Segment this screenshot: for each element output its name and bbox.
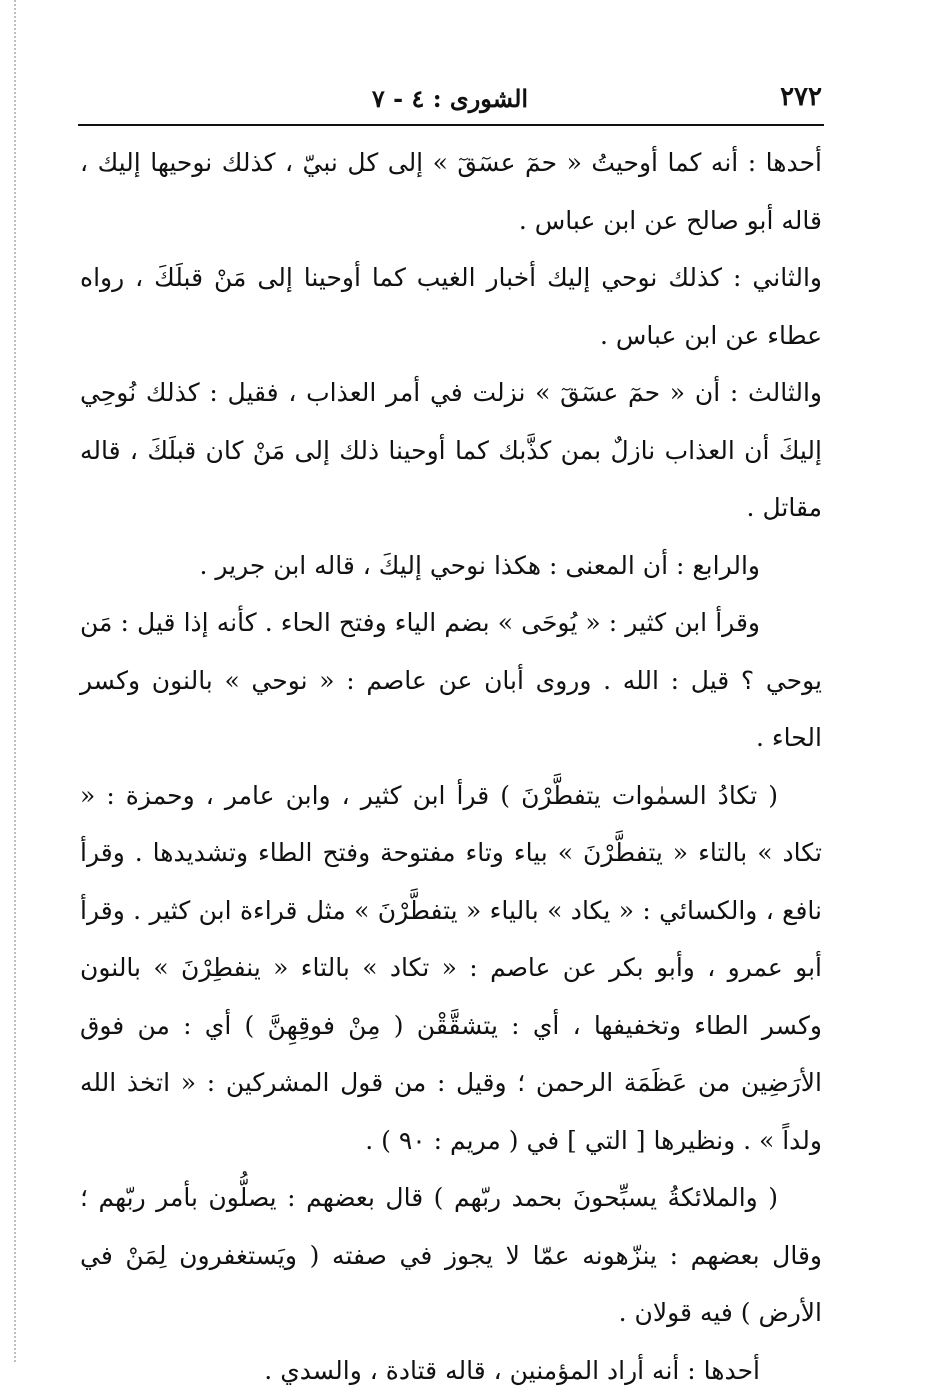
- paragraph: والثالث : أن « حمٓ عسٓقٓ » نزلت في أمر العذاب ، فقيل : كذلك نُوحِي إليكَ أن العذاب نازلٌ بمن كذَّبك كما أوحينا ذلك إلى مَنْ كان قبلَكَ ، قاله مقاتل .: [80, 364, 822, 537]
- paragraph: وقرأ ابن كثير : « يُوحَى » بضم الياء وفتح الحاء . كأنه إذا قيل : مَن يوحي ؟ قيل : الله . وروى أبان عن عاصم : « نوحي » بالنون وكسر الحاء .: [80, 594, 822, 767]
- running-title: الشورى : ٤ - ٧: [78, 84, 822, 113]
- paragraph: والرابع : أن المعنى : هكذا نوحي إليكَ ، قاله ابن جرير .: [80, 537, 822, 595]
- page-number: ٢٧٢: [780, 82, 822, 112]
- page-header: [78, 82, 822, 122]
- paragraph: أحدها : أنه أراد المؤمنين ، قاله قتادة ، والسدي .: [80, 1342, 822, 1399]
- paragraph: ( والملائكةُ يسبِّحونَ بحمد ربّهم ) قال بعضهم : يصلُّون بأمر ربّهم ؛ وقال بعضهم : ينزّهونه عمّا لا يجوز في صفته ( ويَستغفرون لِمَنْ في الأرض ) فيه قولان .: [80, 1169, 822, 1342]
- header-rule: [78, 124, 824, 126]
- scan-edge-dots: [14, 0, 16, 1362]
- paragraph: والثاني : كذلك نوحي إليك أخبار الغيب كما أوحينا إلى مَنْ قبلَكَ ، رواه عطاء عن ابن عباس .: [80, 249, 822, 364]
- paragraph: ( تكادُ السمٰوات يتفطَّرْنَ ) قرأ ابن كثير ، وابن عامر ، وحمزة : « تكاد » بالتاء « يتفطَّرْنَ » بياء وتاء مفتوحة وفتح الطاء وتشديدها . وقرأ نافع ، والكسائي : « يكاد » بالياء « يتفطَّرْنَ » مثل قراءة ابن كثير . وقرأ أبو عمرو ، وأبو بكر عن عاصم : « تكاد » بالتاء « ينفطِرْنَ » بالنون وكسر الطاء وتخفيفها ، أي : يتشقَّقْن ( مِنْ فوقِهِنَّ ) أي : من فوق الأرَضِين من عَظَمَة الرحمن ؛ وقيل : من قول المشركين : « اتخذ الله ولداً » . ونظيرها [ التي ] في ( مريم : ٩٠ ) .: [80, 767, 822, 1170]
- paragraph: أحدها : أنه كما أوحيتُ « حمٓ عسٓقٓ » إلى كل نبيّ ، كذلك نوحيها إليك ، قاله أبو صالح عن ابن عباس .: [80, 134, 822, 249]
- page-body: [80, 134, 822, 1399]
